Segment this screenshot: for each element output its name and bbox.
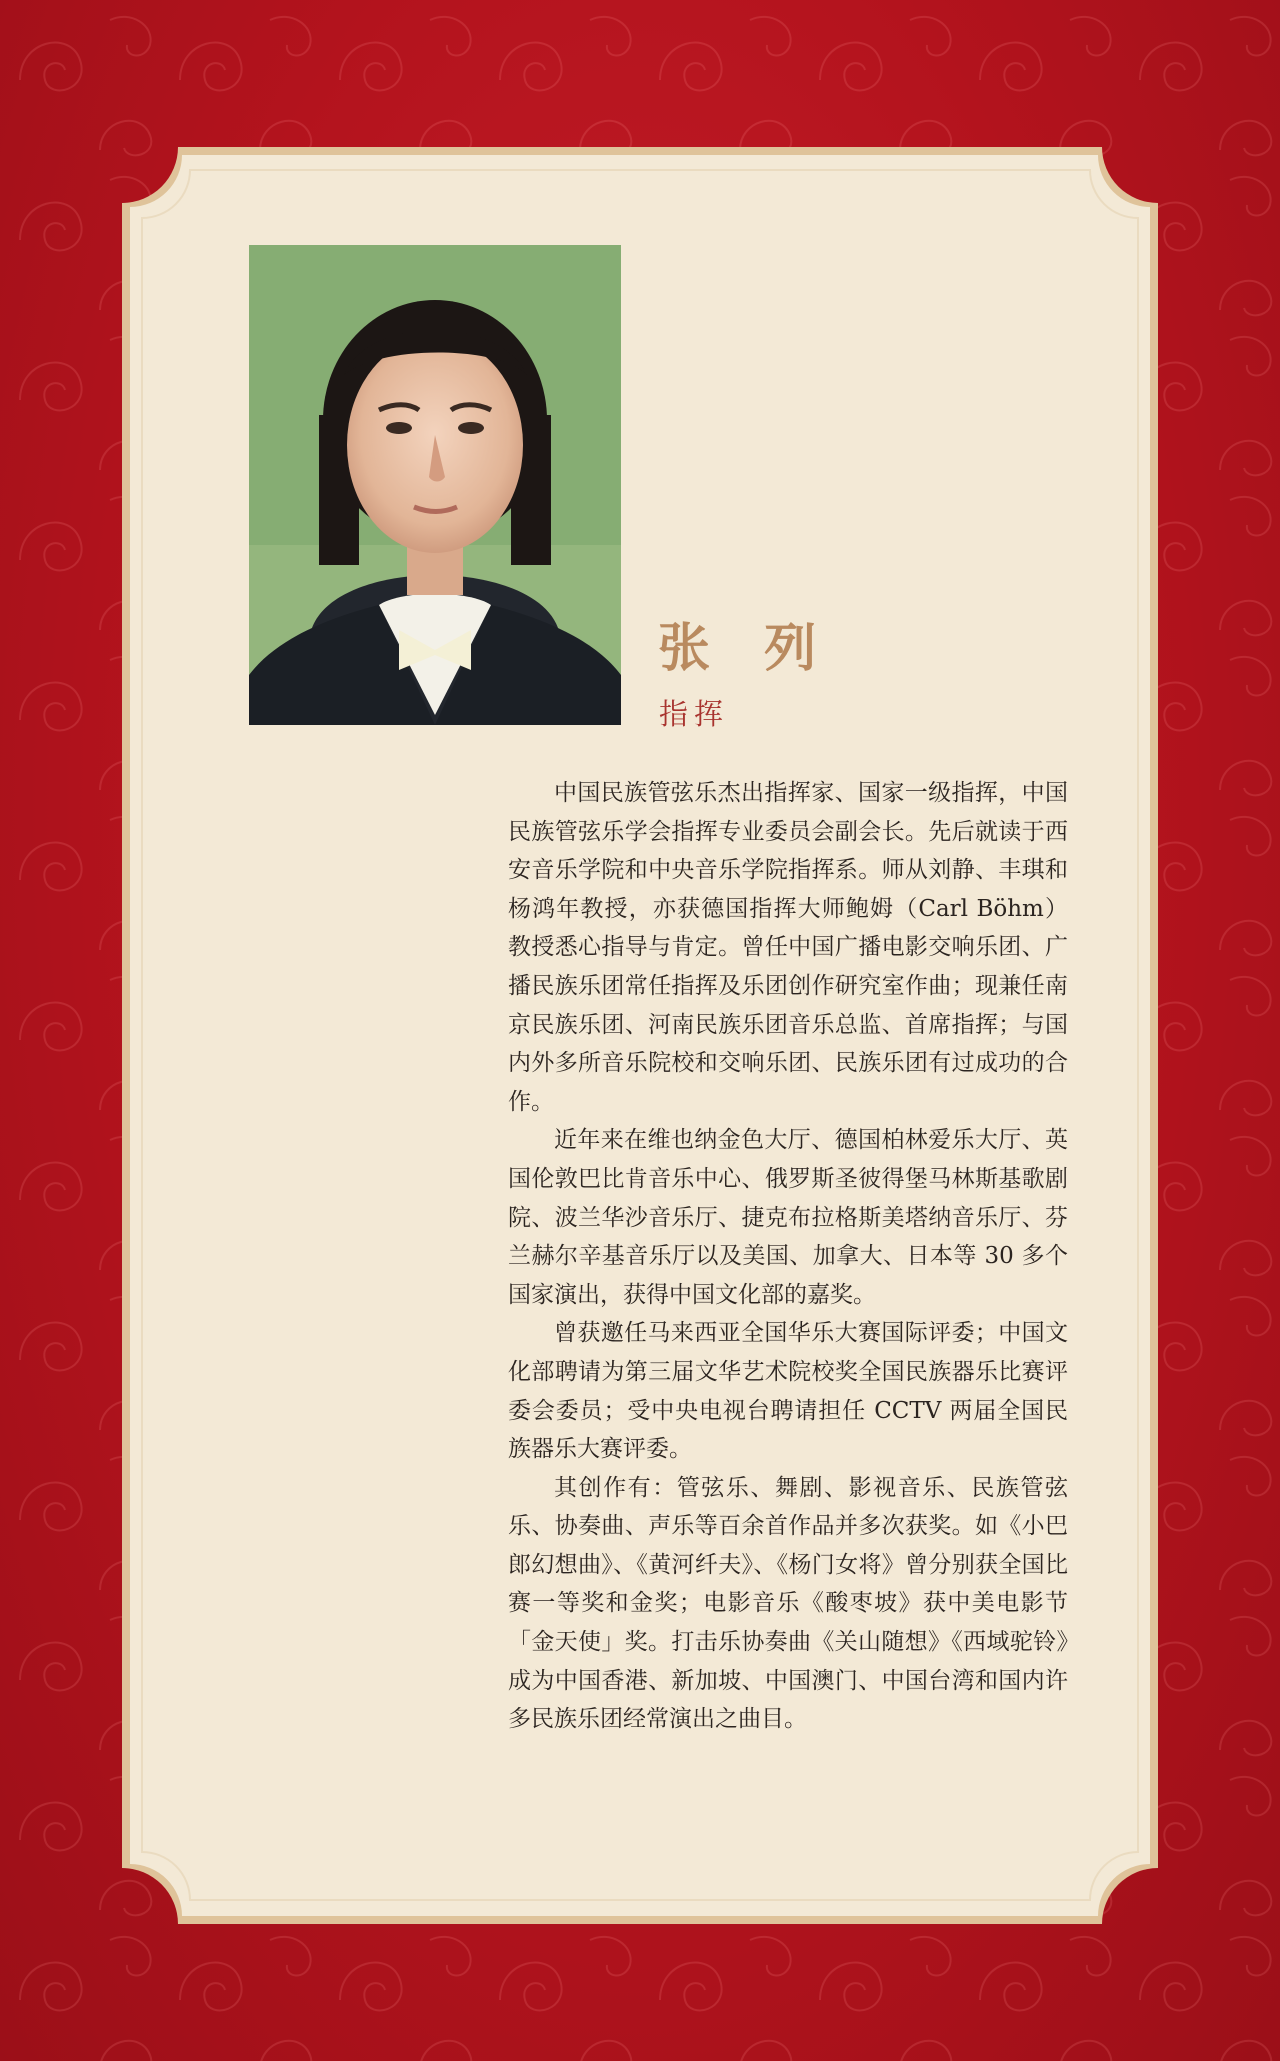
bio-paragraph-career: 中国民族管弦乐杰出指挥家、国家一级指挥，中国民族管弦乐学会指挥专业委员会副会长。先后就读于西安音乐学院和中央音乐学院指挥系。师从刘静、丰琪和杨鸿年教授，亦获德国指挥大师鲍姆（Carl Böhm）教授悉心指导与肯定。曾任中国广播电影交响乐团、广播民族乐团常任指挥及乐团创作研究室作曲；现兼任南京民族乐团、河南民族乐团音乐总监、首席指挥；与国内外多所音乐院校和交响乐团、民族乐团有过成功的合作。 (508, 780, 1068, 1115)
biography-text (508, 774, 1068, 1739)
bio-paragraph-compositions: 其创作有：管弦乐、舞剧、影视音乐、民族管弦乐、协奏曲、声乐等百余首作品并多次获奖。如《小巴郎幻想曲》、《黄河纤夫》、《杨门女将》曾分别获全国比赛一等奖和金奖；电影音乐《酸枣坡》获中美电影节「金天使」奖。打击乐协奏曲《关山随想》《西域驼铃》成为中国香港、新加坡、中国澳门、中国台湾和国内许多民族乐团经常演出之曲目。 (508, 1474, 1068, 1733)
bio-paragraph-judging: 曾获邀任马来西亚全国华乐大赛国际评委；中国文化部聘请为第三届文华艺术院校奖全国民族器乐比赛评委会委员；受中央电视台聘请担任 CCTV 两届全国民族器乐大赛评委。 (508, 1320, 1068, 1463)
conductor-portrait-photo (249, 245, 621, 725)
conductor-name: 张 列 (658, 618, 835, 679)
bio-paragraph-performances: 近年来在维也纳金色大厅、德国柏林爱乐大厅、英国伦敦巴比肯音乐中心、俄罗斯圣彼得堡马林斯基歌剧院、波兰华沙音乐厅、捷克布拉格斯美塔纳音乐厅、芬兰赫尔辛基音乐厅以及美国、加拿大、日本等 30 多个国家演出，获得中国文化部的嘉奖。 (508, 1127, 1068, 1308)
conductor-role: 指挥 (659, 697, 730, 731)
